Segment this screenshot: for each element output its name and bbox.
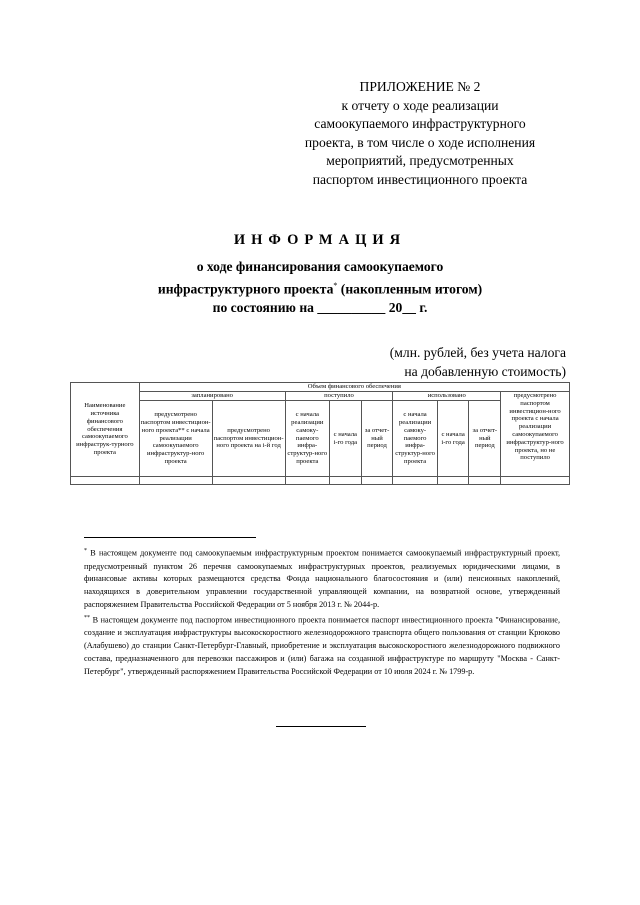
header-planned-year: предусмотрено паспортом инвестицион-ного проекта на i-й год	[212, 401, 285, 477]
footnote-1	[84, 545, 560, 612]
header-received-period: за отчет-ный период	[361, 401, 393, 477]
appendix-line: ПРИЛОЖЕНИЕ № 2	[359, 79, 481, 94]
appendix-heading	[290, 78, 550, 189]
footnote-separator	[84, 537, 256, 538]
appendix-line: самоокупаемого инфраструктурного	[314, 116, 526, 131]
footnote-text: В настоящем документе под паспортом инвестиционного проекта понимается паспорт инвестиционного проекта "Финансирование, создание и эксплуатация инфраструктуры высокоскоростного железнодорожного транспорта общего пользования от станции Крюково (Алабушево) до станции Санкт-Петербург-Главный, приобретение и эксплуатация высокоскоростного железнодорожного подвижного состава, предназначенного для перевозки пассажиров и (или) багажа на созданной инфраструктуре по маршруту "Москва - Санкт-Петербург", утвержденный распоряжением Правительства Российской Федерации от 10 июля 2024 г. № 1799-р.	[84, 615, 560, 676]
table-cell	[71, 477, 140, 485]
units-line: на добавленную стоимость)	[404, 363, 566, 379]
table-cell	[212, 477, 285, 485]
header-volume: Объем финансового обеспечения	[139, 383, 569, 392]
appendix-line: паспортом инвестиционного проекта	[312, 171, 528, 187]
table-cell	[501, 477, 570, 485]
header-used-period: за отчет-ный период	[469, 401, 501, 477]
footnote-2	[84, 612, 560, 679]
header-received: поступило	[285, 392, 393, 401]
header-used-since-start: с начала реализации самоку-паемого инфра-структур-ного проекта	[393, 401, 437, 477]
header-used: использовано	[393, 392, 501, 401]
header-source: Наименование источника финансового обеспечения самоокупаемого инфраструк-турного проекта	[71, 383, 140, 477]
units-line: (млн. рублей, без учета налога	[389, 345, 566, 360]
header-used-year: с начала i-го года	[437, 401, 469, 477]
end-separator	[276, 726, 366, 727]
appendix-line: мероприятий, предусмотренных	[326, 153, 514, 168]
subtitle-text: (накопленным итогом)	[337, 281, 483, 297]
table-cell	[469, 477, 501, 485]
footnote-mark: *	[84, 548, 87, 554]
footnote-mark: *	[333, 280, 338, 290]
footnote-mark: **	[84, 614, 90, 621]
footnotes	[84, 545, 560, 678]
table-row	[71, 477, 570, 485]
units-note	[390, 344, 566, 381]
header-received-since-start: с начала реализации самоку-паемого инфра-структур-ного проекта	[285, 401, 329, 477]
subtitle-line: по состоянию на __________ 20__ г.	[212, 299, 428, 315]
financing-table	[70, 382, 570, 485]
appendix-line: проекта, в том числе о ходе исполнения	[304, 134, 536, 150]
header-planned-passport: предусмотрено паспортом инвестицион-ного проекта** с начала реализации самоокупаемого инфраструктур-ного проекта	[139, 401, 212, 477]
table-cell	[329, 477, 361, 485]
table-cell	[361, 477, 393, 485]
table-cell	[437, 477, 469, 485]
subtitle-line	[0, 277, 640, 299]
header-received-year: с начала i-го года	[329, 401, 361, 477]
header-planned: запланировано	[139, 392, 285, 401]
document-title: ИНФОРМАЦИЯ	[233, 232, 407, 248]
table-cell	[393, 477, 437, 485]
document-subtitle	[0, 258, 640, 317]
appendix-line: к отчету о ходе реализации	[341, 97, 499, 113]
subtitle-text: инфраструктурного проекта	[157, 281, 334, 297]
table-cell	[285, 477, 329, 485]
subtitle-line: о ходе финансирования самоокупаемого	[196, 259, 444, 274]
header-not-received: предусмотрено паспортом инвестицион-ного проекта с начала реализации самоокупаемого инфраструктур-ного проекта, но не поступило	[501, 392, 570, 477]
table-cell	[139, 477, 212, 485]
footnote-text: В настоящем документе под самоокупаемым инфраструктурным проектом понимается самоокупаемый инфраструктурный проект, предусмотренный пунктом 26 перечня самоокупаемых инфраструктурных проектов, реализуемых юридическими лицами, в финансовые активы которых размещаются средства Фонда национального благосостояния и (или) пенсионных накоплений, находящихся в доверительном управлении государственной управляющей компании, на возвратной основе, утвержденный распоряжением Правительства Российской Федерации от 5 ноября 2013 г. № 2044-р.	[84, 548, 560, 609]
